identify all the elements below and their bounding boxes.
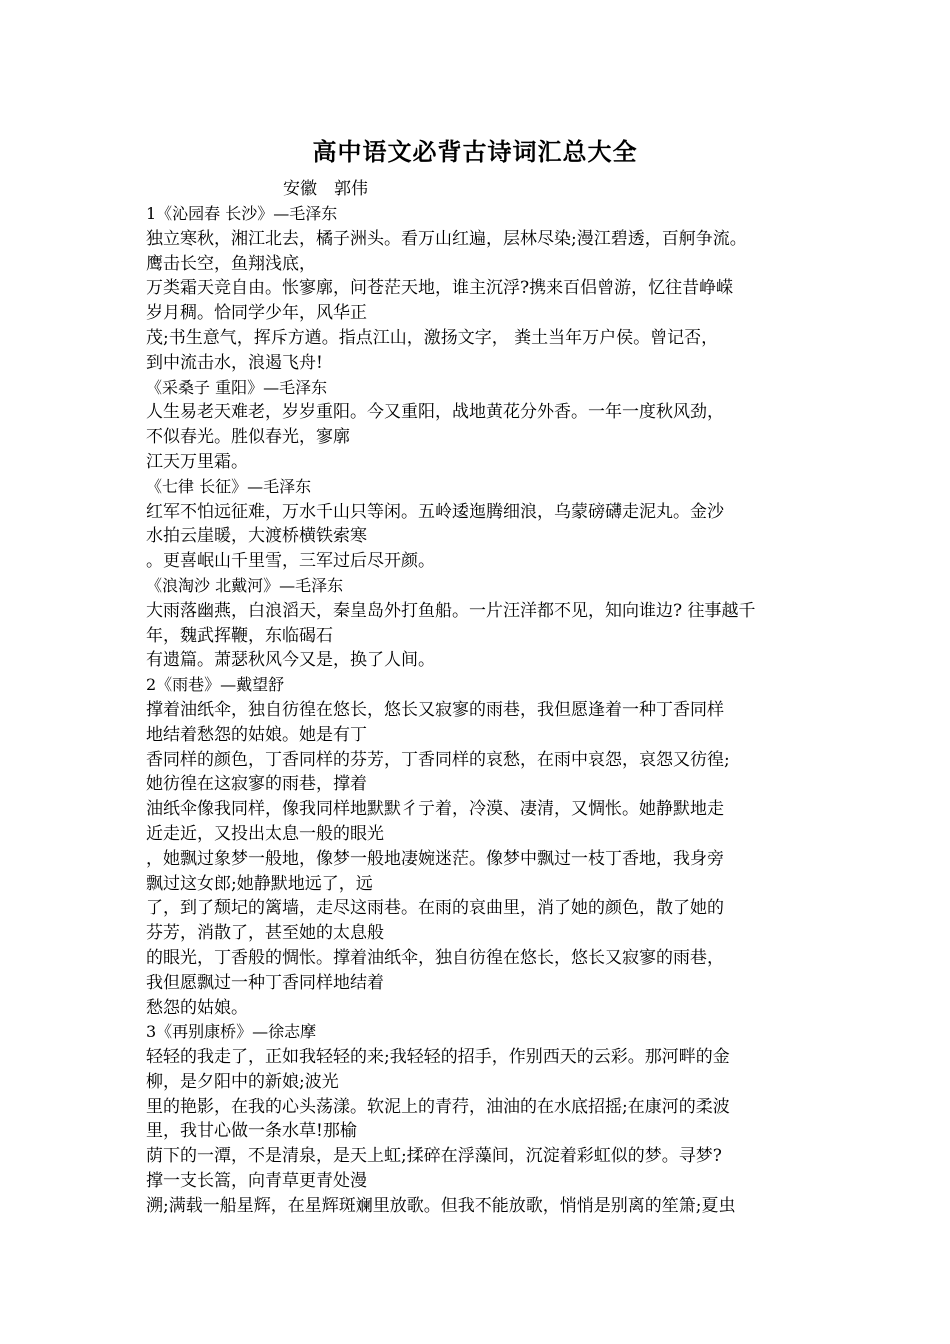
poem-heading: 《七律 长征》—毛泽东	[146, 476, 312, 496]
text-line: 油纸伞像我同样，像我同样地默默彳亍着，冷漠、凄清，又惆怅。她静默地走	[146, 799, 724, 820]
text-line: 到中流击水，浪遏飞舟!	[146, 352, 323, 373]
text-line: 。更喜岷山千里雪，三军过后尽开颜。	[146, 551, 435, 572]
text-line: 飘过这女郎;她静默地远了，远	[146, 873, 373, 894]
text-line: 芬芳，消散了，甚至她的太息般	[146, 923, 384, 944]
text-line: 岁月稠。恰同学少年，风华正	[146, 303, 367, 324]
text-line: 大雨落幽燕，白浪滔天，秦皇岛外打鱼船。一片汪洋都不见，知向谁边? 往事越千	[146, 600, 756, 621]
poem-heading: 2《雨巷》—戴望舒	[146, 675, 285, 695]
poem-heading: 《浪淘沙 北戴河》—毛泽东	[146, 575, 344, 595]
text-line: 愁怨的姑娘。	[146, 997, 248, 1018]
text-line: 人生易老天难老，岁岁重阳。今又重阳，战地黄花分外香。一年一度秋风劲，	[146, 402, 724, 423]
text-line: 有遗篇。萧瑟秋风今又是，换了人间。	[146, 650, 435, 671]
text-line: 撑着油纸伞，独自彷徨在悠长，悠长又寂寥的雨巷，我但愿逢着一种丁香同样	[146, 699, 724, 720]
text-line: 轻轻的我走了，正如我轻轻的来;我轻轻的招手，作别西天的云彩。那河畔的金	[146, 1047, 730, 1068]
text-line: 我但愿飘过一种丁香同样地结着	[146, 972, 384, 993]
text-line: 近走近，又投出太息一般的眼光	[146, 823, 384, 844]
text-line: 了，到了颓圮的篱墙，走尽这雨巷。在雨的哀曲里，消了她的颜色，散了她的	[146, 898, 724, 919]
text-line: 柳，是夕阳中的新娘;波光	[146, 1071, 339, 1092]
text-line: 红军不怕远征难，万水千山只等闲。五岭逶迤腾细浪，乌蒙磅礴走泥丸。金沙	[146, 501, 724, 522]
text-line: 地结着愁怨的姑娘。她是有丁	[146, 724, 367, 745]
text-line: 的眼光，丁香般的惆怅。撑着油纸伞，独自彷徨在悠长，悠长又寂寥的雨巷，	[146, 947, 724, 968]
text-line: 里，我甘心做一条水草!那榆	[146, 1121, 357, 1142]
text-line: 荫下的一潭，不是清泉，是天上虹;揉碎在浮藻间，沉淀着彩虹似的梦。寻梦?	[146, 1146, 722, 1167]
text-line: 水拍云崖暖，大渡桥横铁索寒	[146, 526, 367, 547]
poem-heading: 1《沁园春 长沙》—毛泽东	[146, 204, 338, 223]
text-line: 她彷徨在这寂寥的雨巷，撑着	[146, 774, 367, 795]
text-line: ，她飘过象梦一般地，像梦一般地凄婉迷茫。像梦中飘过一枝丁香地，我身旁	[146, 848, 724, 869]
text-line: 香同样的颜色，丁香同样的芬芳，丁香同样的哀愁，在雨中哀怨，哀怨又彷徨;	[146, 749, 730, 770]
text-line: 年，魏武挥鞭，东临碣石	[146, 625, 333, 646]
text-line: 独立寒秋，湘江北去，橘子洲头。看万山红遍，层林尽染;漫江碧透，百舸争流。	[146, 228, 747, 249]
text-line: 撑一支长篙，向青草更青处漫	[146, 1171, 367, 1192]
poem-heading: 3《再别康桥》—徐志摩	[146, 1022, 317, 1042]
poem-heading: 《采桑子 重阳》—毛泽东	[146, 377, 328, 397]
text-line: 江天万里霜。	[146, 451, 248, 472]
document-author: 安徽 郭伟	[283, 179, 368, 199]
text-line: 茂;书生意气，挥斥方遒。指点江山，激扬文字， 粪土当年万户侯。曾记否，	[146, 327, 719, 348]
text-line: 不似春光。胜似春光，寥廓	[146, 427, 350, 448]
document-body	[146, 202, 836, 1219]
text-line: 鹰击长空，鱼翔浅底，	[146, 253, 316, 274]
text-line: 里的艳影，在我的心头荡漾。软泥上的青荇，油油的在水底招摇;在康河的柔波	[146, 1096, 730, 1117]
text-line: 万类霜天竞自由。怅寥廓，问苍茫天地，谁主沉浮?携来百侣曾游，忆往昔峥嵘	[146, 278, 734, 299]
document-title: 高中语文必背古诗词汇总大全	[312, 137, 638, 166]
text-line: 溯;满载一船星辉，在星辉斑斓里放歌。但我不能放歌，悄悄是别离的笙箫;夏虫	[146, 1195, 736, 1216]
